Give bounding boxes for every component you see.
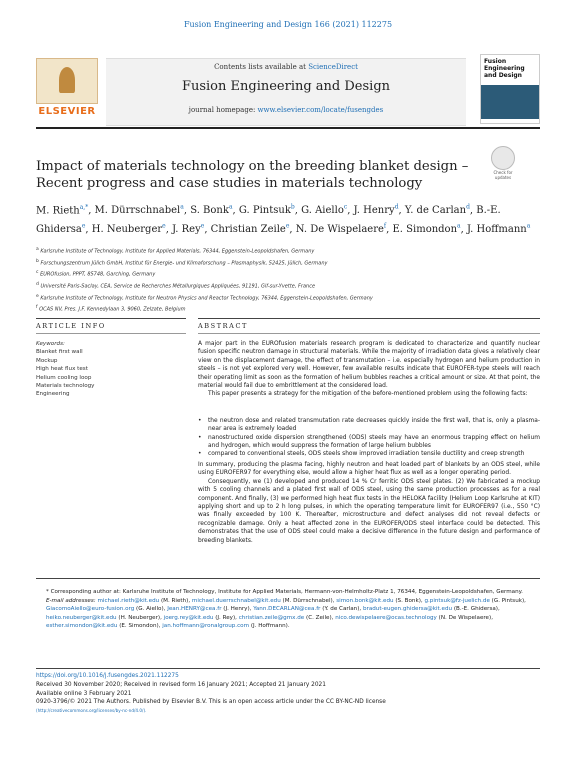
author-name: J. Henry	[353, 205, 395, 217]
history-dates: Received 30 November 2020; Received in revised form 16 January 2021; Accepted 21 January 2021	[36, 681, 326, 688]
contents-line	[106, 63, 466, 71]
affiliation-item	[36, 292, 540, 304]
footer-divider	[36, 668, 540, 669]
author-name: G. Pintsuk	[238, 205, 291, 217]
abstract-bullet-item: • nanostructured oxide dispersion strengthened (ODS) steels may have an enormous trapping effect on helium and hydrogen, which would suppress the formation of large helium bubbles	[208, 434, 540, 451]
email-owner: (G. Aiello)	[136, 606, 164, 613]
email-owner: (M. Dürrschnabel)	[282, 597, 333, 604]
keyword-item: Blanket first wall	[36, 349, 83, 356]
author-affil-link[interactable]: a	[526, 222, 531, 230]
author-name: E. Simondon	[392, 223, 458, 235]
author-name: Christian Zeile	[210, 223, 286, 235]
email-owner: (N. De Wispelaere)	[438, 614, 492, 621]
author-affil-link[interactable]: f	[383, 222, 387, 230]
affiliation-marker: e	[36, 293, 39, 299]
email-link[interactable]: jan.hoffmann@ronalgroup.com	[162, 623, 250, 630]
affiliation-item	[36, 303, 540, 315]
email-owner: (J. Henry)	[223, 606, 250, 613]
author-affil-link[interactable]: e	[162, 222, 166, 230]
affiliation-marker: a	[36, 247, 39, 252]
crossmark-icon	[491, 146, 515, 170]
author-affil-link[interactable]: e	[200, 222, 205, 230]
author-name: Y. de Carlan	[404, 205, 467, 217]
affiliation-text: Université Paris-Saclay, CEA, Service de Recherches Métallurgiques Appliquées, 91191, Gif-sur-Yvette, France	[38, 283, 316, 290]
article-title: Impact of materials technology on the breeding blanket design – Recent progress and case studies in materials technology	[36, 159, 469, 191]
email-owner: (S. Bonk)	[395, 597, 421, 604]
author-affil-link[interactable]: a	[228, 204, 233, 211]
homepage-link[interactable]: www.elsevier.com/locate/fusengdes	[257, 106, 384, 114]
journal-name: Fusion Engineering and Design	[181, 79, 391, 94]
keyword-item: Engineering	[36, 391, 70, 398]
license-url-link[interactable]: (http://creativecommons.org/licenses/by-nc-nd/4.0/).	[36, 708, 147, 714]
article-footer	[36, 672, 540, 716]
affiliation-text: Karlsruhe Institute of Technology, Institute for Applied Materials, 76344, Eggenstein-Leopoldshafen, Germany	[38, 248, 315, 255]
elsevier-logo[interactable]	[36, 58, 98, 120]
author-name: M. Rieth	[36, 205, 80, 217]
email-owner: (M. Rieth)	[160, 597, 189, 604]
abstract-bullet-list	[198, 417, 540, 459]
email-link[interactable]: heiko.neuberger@kit.edu	[46, 614, 117, 621]
author-list: M. Rieth$^{a,*}$, M. Dürrschnabel$^a$, S. Bonk$^a$, G. Pintsuk$^b$, G. Aiello$^c$, J. Henry$^d$, Y. de Carlan$^d$, B.-E. Ghidersa$^e$, H. Neuberger$^e$, J. Rey$^e$, Christian Zeile$^e$, N. De Wispelaere$^f$, E. Simondon$^a$, J. Hoffmann$^a$	[36, 204, 531, 235]
email-owner: (E. Simondon)	[119, 623, 159, 630]
email-link[interactable]: Yann.DECARLAN@cea.fr	[253, 606, 321, 613]
email-owner: (B.-E. Ghidersa)	[453, 606, 498, 613]
header-divider	[36, 127, 540, 129]
cover-image	[481, 85, 539, 119]
author-affil-link[interactable]: e	[285, 222, 290, 230]
author-name: S. Bonk	[190, 205, 229, 217]
abstract-heading: ABSTRACT	[198, 322, 248, 330]
author-affil-link[interactable]: b	[290, 204, 295, 211]
author-name: H. Neuberger	[91, 223, 163, 235]
corresponding-author-note: * Corresponding author at: Karlsruhe Institute of Technology, Institute for Applied Materials, Hermann-von-Helmholtz-Platz 1, 76344, Eggenstein-Leopoldshafen, Germany.	[46, 589, 523, 595]
email-link[interactable]: bradut-eugen.ghidersa@kit.edu	[362, 606, 453, 613]
abstract-paragraph: Consequently, we (1) developed and produced 14 % Cr ferritic ODS steel plates. (2) We fabricated a mockup with 5 cooling channels and a plated first wall of ODS steel, using the same production processes as for a real component. And finally, (3) we performed high heat flux tests in the HELOKA facility (Helium Loop Karlsruhe at KIT) applying short and up to 2 h long pulses, in which the operating temperature limit for EUROFER97 (i.e., 550 °C) was finally exceeded by 100 K. Thereafter, microstructure and defect analyses did not reveal defects or recognizable damage. Only a heat affected zone in the EUROFER/ODS steel interface could be detected. This demonstrates that the use of ODS steel could make a decisive difference in the future design and performance of breeding blankets.	[198, 478, 540, 544]
author-name: B.-E. Ghidersa	[36, 205, 501, 235]
affiliation-item	[36, 245, 540, 257]
author-affil-link[interactable]: e	[81, 222, 86, 230]
author-name: J. Rey	[172, 223, 201, 235]
contents-prefix: Contents lists available at	[214, 63, 309, 71]
keyword-item: Helium cooling loop	[36, 374, 92, 381]
email-owner: (G. Pintsuk)	[491, 597, 525, 604]
abstract-rule	[198, 318, 540, 319]
homepage-prefix: journal homepage:	[188, 106, 258, 114]
keyword-item: High heat flux test	[36, 366, 88, 373]
author-name: J. Hoffmann	[466, 223, 527, 235]
article-info-heading: ARTICLE INFO	[36, 322, 106, 330]
keyword-item: Mockup	[36, 357, 58, 364]
crossmark-label: Check for updates	[493, 170, 513, 180]
email-link[interactable]: christian.zeile@gmx.de	[238, 614, 305, 621]
journal-banner	[106, 58, 466, 126]
online-date: Available online 3 February 2021	[36, 690, 132, 697]
affiliation-item	[36, 280, 540, 292]
abstract-paragraph: This paper presents a strategy for the mitigation of the before-mentioned problem using the following facts:	[208, 391, 528, 398]
email-owner: (C. Zeile)	[306, 614, 332, 621]
publisher-wordmark: ELSEVIER	[38, 106, 96, 117]
email-label: E-mail addresses:	[46, 597, 96, 604]
email-owner: (J. Hoffmann).	[250, 623, 290, 630]
email-link[interactable]: g.pintsuk@fz-juelich.de	[424, 597, 490, 604]
journal-cover-thumbnail[interactable]	[480, 54, 540, 124]
author-affil-link[interactable]: a	[457, 222, 461, 230]
author-name: N. De Wispelaere	[295, 223, 384, 235]
footnotes	[36, 588, 540, 631]
author-name: G. Aiello	[301, 205, 344, 217]
abstract-bullet-item: • the neutron dose and related transmutation rate decreases quickly inside the first wall, that is, only a plasma-near area is extremely loaded	[208, 417, 540, 434]
author-affil-link[interactable]: c	[343, 204, 348, 211]
doi-link[interactable]: https://doi.org/10.1016/j.fusengdes.2021.112275	[36, 673, 179, 679]
author-affil-link[interactable]: a	[180, 204, 184, 211]
email-owner: (Y. de Carlan)	[322, 606, 360, 613]
author-affil-link[interactable]: d	[466, 204, 470, 211]
abstract-paragraph: In summary, producing the plasma facing, highly neutron and heat loaded part of blankets by an ODS steel, while using EUROFER97 for everything else, would allow a higher heat flux as well as a longer operating period.	[198, 461, 540, 477]
license-statement: 0920-3796/© 2021 The Authors. Published by Elsevier B.V. This is an open access article under the CC BY-NC-ND license	[36, 699, 386, 706]
abstract-bottom-rule	[36, 578, 540, 579]
abstract-bullet-item: • compared to conventional steels, ODS steels show improved irradiation tensile ductility and creep strength	[208, 450, 540, 458]
affiliation-text: OCAS NV, Pres. J.F. Kennedylaan 3, 9060, Zelzate, Belgium	[37, 306, 186, 313]
email-link[interactable]: GiacomoAiello@euro-fusion.org	[46, 606, 135, 613]
affiliation-text: Karlsruhe Institute of Technology, Institute for Neutron Physics and Reactor Technology, 76344, Eggenstein-Leopoldshafen, Germany	[38, 295, 373, 302]
crossmark-badge[interactable]	[488, 146, 518, 178]
email-link[interactable]: nico.dewispelaere@ocas.technology	[335, 614, 437, 621]
homepage-line	[106, 106, 466, 114]
email-owner: (H. Neuberger)	[118, 614, 161, 621]
abstract-paragraph: A major part in the EUROfusion materials research program is dedicated to characterize and quantify nuclear fusion specific neutron damage in structural materials. While the majority of irradiation data gives a relatively clear view on the displacement damage, the effect of transmutation – i.e. especially hydrogen and helium production in steels – is not yet explored very well. However, few available results indicate that EUROFER-type steels will reach their operating limit as soon as the formation of helium bubbles reaches a critical amount or size. At that point, the material would fail due to embrittlement at the considered load.	[198, 341, 540, 390]
affiliation-item	[36, 257, 540, 269]
affiliation-item	[36, 268, 540, 280]
affiliation-list	[36, 245, 540, 315]
article-info-subrule	[36, 333, 186, 334]
email-link[interactable]: Jean.HENRY@cea.fr	[167, 606, 222, 613]
email-link[interactable]: michael.rieth@kit.edu	[97, 597, 160, 604]
affiliation-marker: b	[36, 258, 39, 264]
affiliation-marker: f	[36, 305, 38, 311]
sciencedirect-link[interactable]: ScienceDirect	[308, 63, 358, 71]
email-link[interactable]: joerg.rey@kit.edu	[163, 614, 214, 621]
email-owner: (J. Rey)	[215, 614, 236, 621]
email-link[interactable]: michael.duerrschnabel@kit.edu	[191, 597, 281, 604]
abstract-body	[198, 340, 540, 545]
affiliation-text: EUROfusion, PPPT, 85748, Garching, Germany	[38, 271, 156, 278]
elsevier-tree-icon	[36, 58, 98, 104]
article-info-rule	[36, 318, 186, 319]
affiliation-marker: d	[36, 281, 39, 287]
abstract-subrule	[198, 333, 540, 334]
email-link[interactable]: esther.simondon@kit.edu	[46, 623, 118, 630]
cover-title: Fusion Engineering and Design	[481, 55, 539, 83]
keywords-label: Keywords:	[36, 341, 65, 347]
keyword-item: Materials technology	[36, 383, 95, 390]
author-affil-link[interactable]: a,*	[79, 204, 89, 211]
author-name: M. Dürrschnabel	[94, 205, 181, 217]
keywords-block	[36, 340, 186, 399]
affiliation-marker: c	[36, 270, 39, 276]
journal-citation[interactable]: Fusion Engineering and Design 166 (2021) 112275	[183, 20, 393, 29]
email-addresses: E-mail addresses: michael.rieth@kit.edu (M. Rieth), michael.duerrschnabel@kit.edu (M. Dürrschnabel), simon.bonk@kit.edu (S. Bonk), g.pintsuk@fz-juelich.de (G. Pintsuk), GiacomoAiello@euro-fusion.org (G. Aiello), Jean.HENRY@cea.fr (J. Henry), Yann.DECARLAN@cea.fr (Y. de Carlan), bradut-eugen.ghidersa@kit.edu (B.-E. Ghidersa), heiko.neuberger@kit.edu (H. Neuberger), joerg.rey@kit.edu (J. Rey), christian.zeile@gmx.de (C. Zeile), nico.dewispelaere@ocas.technology (N. De Wispelaere), esther.simondon@kit.edu (E. Simondon), jan.hoffmann@ronalgroup.com (J. Hoffmann).	[46, 597, 526, 630]
affiliation-text: Forschungszentrum Jülich GmbH, Institut für Energie- und Klimaforschung – Plasmaphysik, 52425, Jülich, Germany	[38, 260, 328, 267]
email-link[interactable]: simon.bonk@kit.edu	[336, 597, 394, 604]
author-affil-link[interactable]: d	[394, 204, 399, 211]
journal-header	[36, 44, 540, 124]
